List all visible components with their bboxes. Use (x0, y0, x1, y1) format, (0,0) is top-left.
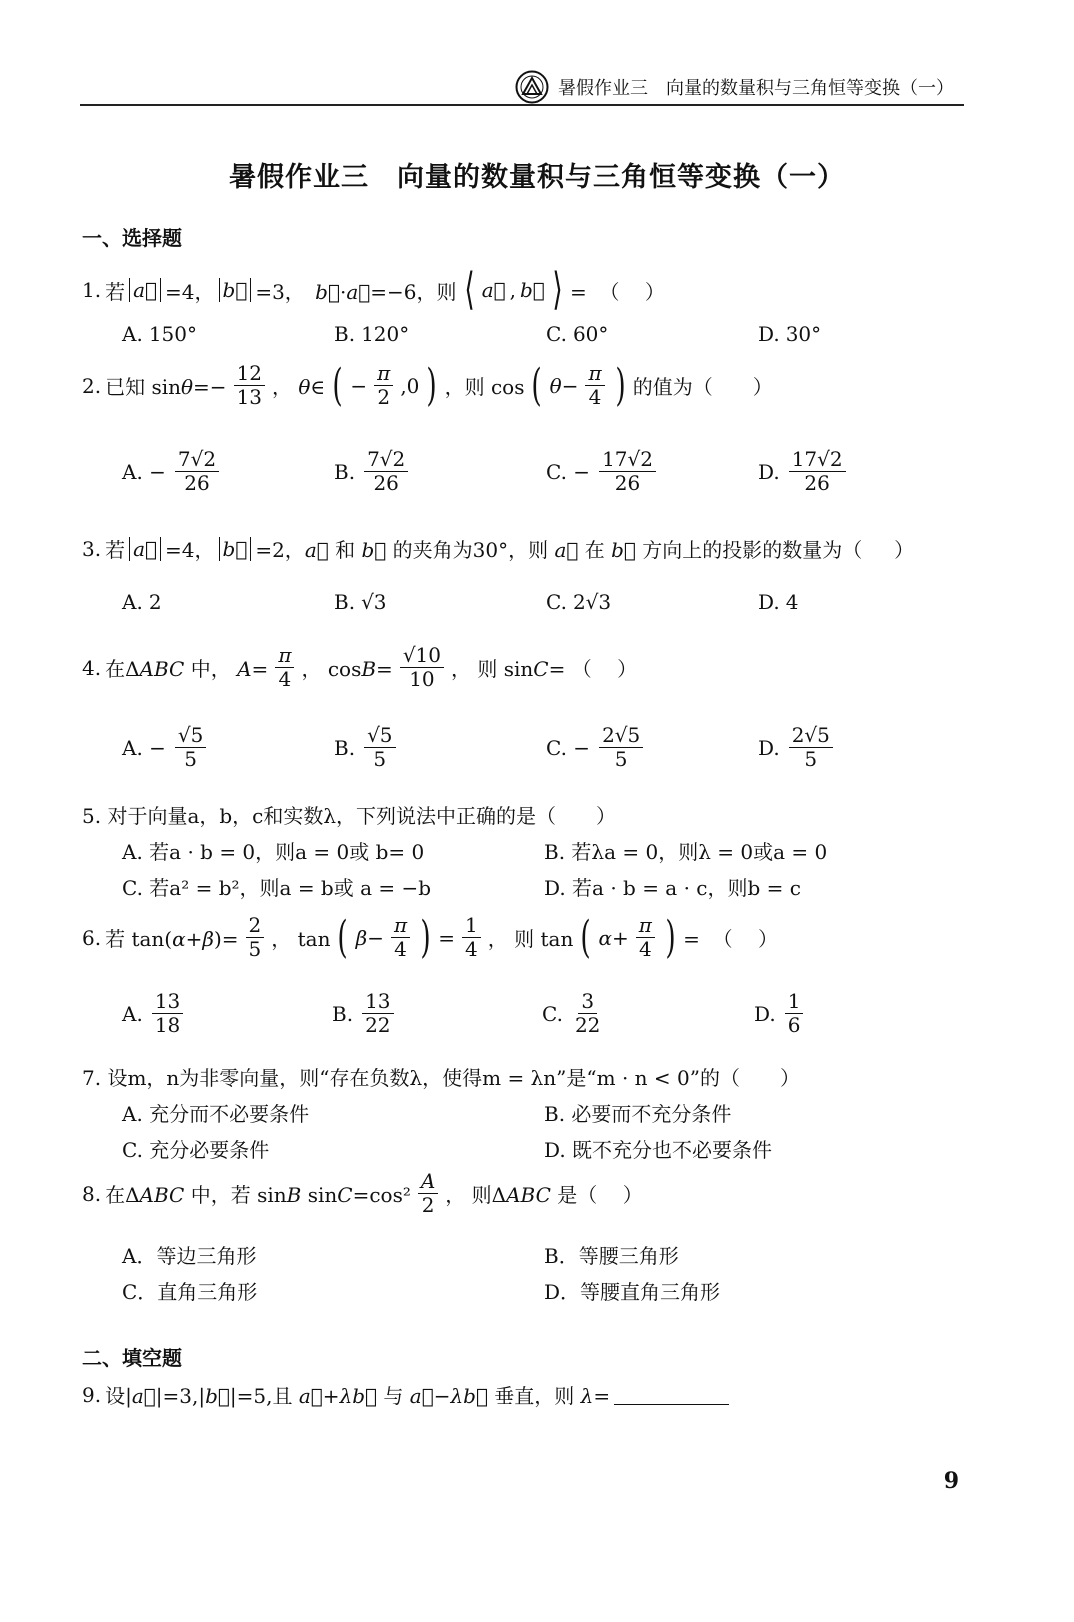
option-a[interactable]: A．等边三角形 (122, 1244, 257, 1268)
option-b[interactable]: B. 120° (334, 322, 410, 346)
header-text: 暑假作业三 向量的数量积与三角恒等变换（一） (558, 78, 954, 99)
option-b[interactable]: B. 若λa = 0，则λ = 0或a = 0 (544, 840, 828, 864)
option-d[interactable]: D. $\frac{2√5}{5}$ (758, 724, 836, 771)
option-c[interactable]: C．直角三角形 (122, 1280, 258, 1304)
option-a[interactable]: A. − $\frac{√5}{5}$ (122, 724, 209, 771)
option-a[interactable]: A. 150° (122, 322, 197, 346)
option-c[interactable]: C. − $\frac{17√2}{26}$ (546, 448, 659, 495)
option-c[interactable]: C. 充分必要条件 (122, 1138, 270, 1162)
question-3-options (122, 590, 962, 620)
option-a[interactable]: A. 若a · b = 0，则a = 0或 b= 0 (122, 840, 425, 864)
option-a[interactable]: A. 充分而不必要条件 (122, 1102, 310, 1126)
page-title: 暑假作业三 向量的数量积与三角恒等变换（一） (229, 162, 845, 193)
publisher-logo-icon (515, 70, 549, 104)
option-c[interactable]: C. 若a² = b²，则a = b或 a = −b (122, 876, 432, 900)
section-heading-choice: 一、选择题 (82, 226, 182, 250)
question-7: 7. 设m，n为非零向量，则“存在负数λ，使得m = λn”是“m · n < 0”的（ ） (82, 1066, 800, 1090)
question-8-options (122, 1240, 962, 1310)
running-header (80, 70, 964, 106)
option-d[interactable]: D．等腰直角三角形 (544, 1280, 721, 1304)
header-rule (80, 104, 964, 106)
option-a[interactable]: A. 2 (122, 590, 162, 614)
answer-blank[interactable] (614, 1384, 729, 1405)
question-4: 4. 在ΔABC 中， A= $\frac{\pi}{4}$ ， cosB= $\frac{√10}{10}$ ， 则 sinC= （ ） (82, 643, 638, 691)
option-d[interactable]: D. 4 (758, 590, 799, 614)
option-d[interactable]: D. $\frac{17√2}{26}$ (758, 448, 849, 495)
option-c[interactable]: C. $\frac{3}{22}$ (542, 989, 601, 1037)
page-number: 9 (943, 1468, 959, 1494)
question-6: 6. 若 tan(α+β)= $\frac{2}{5}$ ， tan ( β− $\frac{\pi}{4}$ ) = $\frac{1}{4}$ ， 则 tan ( α+ $\frac{\pi}{4}$ ) = （ ） (82, 911, 779, 963)
question-2-options (122, 448, 962, 508)
question-2: 2. 已知 sinθ=− $\frac{12}{13}$ ， θ∈ ( − $\frac{\pi}{2}$ ,0 ) ，则 cos ( θ− $\frac{\pi}{4}$ ) 的值为（ ） (82, 359, 773, 411)
option-c[interactable]: C. 60° (546, 322, 609, 346)
question-3: 3. 若 a⃗ =4， b⃗ =2，a⃗ 和 b⃗ 的夹角为30°，则 a⃗ 在 b⃗ 方向上的投影的数量为（ ） (82, 536, 915, 562)
option-b[interactable]: B. $\frac{13}{22}$ (332, 990, 397, 1037)
option-b[interactable]: B. $\frac{√5}{5}$ (334, 724, 399, 771)
option-b[interactable]: B. 必要而不充分条件 (544, 1102, 732, 1126)
question-1: 1. 若 a⃗ =4， b⃗ =3， b⃗·a⃗=−6，则 ⟨ a⃗ , b⃗ ⟩ = （ ） (82, 264, 665, 315)
option-d[interactable]: D. 既不充分也不必要条件 (544, 1138, 773, 1162)
option-a[interactable]: A. $\frac{13}{18}$ (122, 990, 186, 1037)
option-b[interactable]: B. $\frac{7√2}{26}$ (334, 448, 411, 495)
option-b[interactable]: B. √3 (334, 590, 387, 614)
question-9: 9. 设|a⃗|=3,|b⃗|=5,且 a⃗+λb⃗ 与 a⃗−λb⃗ 垂直，则 λ= (82, 1380, 729, 1409)
option-a[interactable]: A. − $\frac{7√2}{26}$ (122, 448, 222, 495)
question-7-options (122, 1098, 962, 1168)
option-c[interactable]: C. 2√3 (546, 590, 612, 614)
question-8: 8. 在ΔABC 中，若 sinB sinC=cos² $\frac{A}{2}$ ， 则ΔABC 是（ ） (82, 1169, 643, 1217)
question-5-options (122, 836, 962, 906)
option-d[interactable]: D. 若a · b = a · c，则b = c (544, 876, 801, 900)
section-heading-fill: 二、填空题 (82, 1346, 182, 1370)
question-6-options (122, 990, 962, 1050)
option-c[interactable]: C. − $\frac{2√5}{5}$ (546, 724, 646, 771)
question-1-options (122, 322, 962, 352)
option-b[interactable]: B．等腰三角形 (544, 1244, 679, 1268)
question-5: 5. 对于向量a，b，c和实数λ，下列说法中正确的是（ ） (82, 804, 617, 828)
question-4-options (122, 724, 962, 784)
option-d[interactable]: D. 30° (758, 322, 822, 346)
option-d[interactable]: D. $\frac{1}{6}$ (754, 990, 806, 1037)
